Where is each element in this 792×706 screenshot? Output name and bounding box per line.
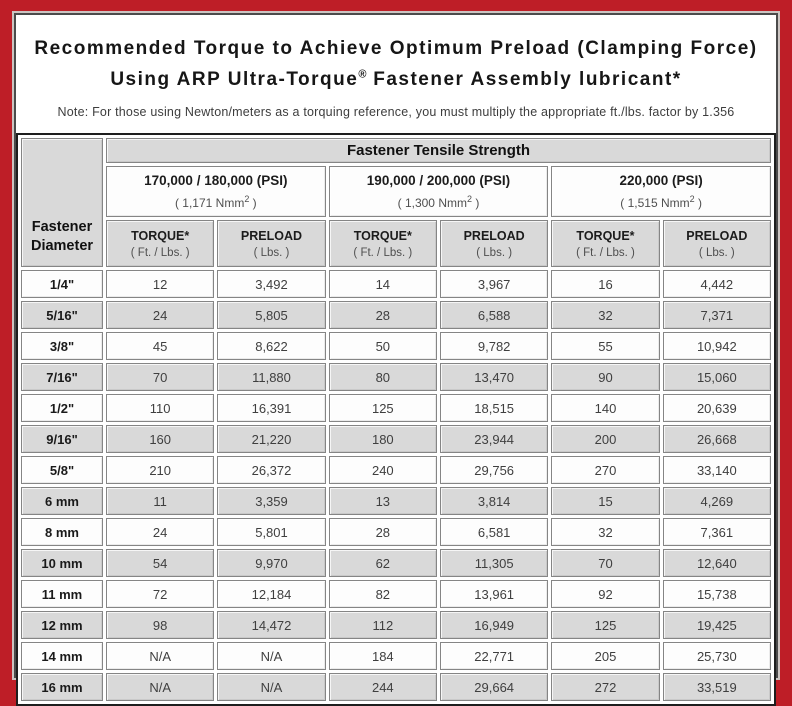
- preload-value-cell: 15,060: [663, 363, 771, 391]
- preload-value-cell: 29,756: [440, 456, 548, 484]
- title-line1: Recommended Torque to Achieve Optimum Preload (Clamping Force): [34, 38, 758, 59]
- preload-value-cell: N/A: [217, 673, 325, 701]
- preload-value-cell: N/A: [217, 642, 325, 670]
- torque-value-cell: 50: [329, 332, 437, 360]
- torque-value-cell: 90: [551, 363, 659, 391]
- preload-value-cell: 9,782: [440, 332, 548, 360]
- preload-value-cell: 3,967: [440, 270, 548, 298]
- registered-trademark-symbol: ®: [358, 69, 367, 81]
- preload-value-cell: 6,581: [440, 518, 548, 546]
- preload-column-header: PRELOAD ( Lbs. ): [663, 220, 771, 267]
- psi-header-170-180: 170,000 / 180,000 (PSI) ( 1,171 Nmm$^2$ ): [106, 166, 326, 217]
- preload-value-cell: 5,801: [217, 518, 325, 546]
- torque-column-header: TORQUE* ( Ft. / Lbs. ): [329, 220, 437, 267]
- fastener-diameter-cell: 16 mm: [21, 673, 103, 701]
- torque-value-cell: 28: [329, 301, 437, 329]
- content-card: [14, 13, 778, 695]
- preload-value-cell: 3,814: [440, 487, 548, 515]
- group-header-row: [21, 138, 771, 163]
- torque-value-cell: 45: [106, 332, 214, 360]
- table-body: [21, 270, 771, 701]
- preload-value-cell: 6,588: [440, 301, 548, 329]
- fastener-diameter-cell: 5/8": [21, 456, 103, 484]
- torque-value-cell: 70: [551, 549, 659, 577]
- table-row: [21, 642, 771, 670]
- preload-value-cell: 11,305: [440, 549, 548, 577]
- torque-value-cell: N/A: [106, 642, 214, 670]
- torque-value-cell: 72: [106, 580, 214, 608]
- table-row: [21, 270, 771, 298]
- preload-value-cell: 15,738: [663, 580, 771, 608]
- preload-column-header: PRELOAD ( Lbs. ): [217, 220, 325, 267]
- torque-value-cell: 160: [106, 425, 214, 453]
- table-row: [21, 301, 771, 329]
- preload-value-cell: 14,472: [217, 611, 325, 639]
- table-row: [21, 580, 771, 608]
- preload-value-cell: 13,470: [440, 363, 548, 391]
- torque-value-cell: 28: [329, 518, 437, 546]
- preload-column-header: PRELOAD ( Lbs. ): [440, 220, 548, 267]
- torque-value-cell: 98: [106, 611, 214, 639]
- torque-value-cell: 55: [551, 332, 659, 360]
- torque-value-cell: 184: [329, 642, 437, 670]
- preload-value-cell: 9,970: [217, 549, 325, 577]
- torque-value-cell: 205: [551, 642, 659, 670]
- preload-value-cell: 12,184: [217, 580, 325, 608]
- table-row: [21, 487, 771, 515]
- page-title: [24, 35, 768, 93]
- torque-value-cell: 32: [551, 518, 659, 546]
- preload-value-cell: 7,371: [663, 301, 771, 329]
- psi-header-190-200: 190,000 / 200,000 (PSI) ( 1,300 Nmm$^2$ ): [329, 166, 549, 217]
- preload-value-cell: 25,730: [663, 642, 771, 670]
- preload-value-cell: 5,805: [217, 301, 325, 329]
- torque-value-cell: 200: [551, 425, 659, 453]
- torque-value-cell: N/A: [106, 673, 214, 701]
- torque-value-cell: 62: [329, 549, 437, 577]
- torque-value-cell: 13: [329, 487, 437, 515]
- preload-value-cell: 18,515: [440, 394, 548, 422]
- preload-value-cell: 26,372: [217, 456, 325, 484]
- fastener-diameter-cell: 12 mm: [21, 611, 103, 639]
- torque-value-cell: 24: [106, 518, 214, 546]
- fastener-diameter-header: Fastener Diameter: [21, 138, 103, 267]
- preload-value-cell: 7,361: [663, 518, 771, 546]
- preload-value-cell: 12,640: [663, 549, 771, 577]
- column-header-row: [21, 220, 771, 267]
- fastener-diameter-cell: 8 mm: [21, 518, 103, 546]
- torque-value-cell: 125: [551, 611, 659, 639]
- torque-value-cell: 11: [106, 487, 214, 515]
- torque-value-cell: 112: [329, 611, 437, 639]
- torque-value-cell: 24: [106, 301, 214, 329]
- preload-value-cell: 16,949: [440, 611, 548, 639]
- preload-value-cell: 29,664: [440, 673, 548, 701]
- table-row: [21, 549, 771, 577]
- tensile-strength-header: Fastener Tensile Strength: [106, 138, 771, 163]
- torque-column-header: TORQUE* ( Ft. / Lbs. ): [106, 220, 214, 267]
- preload-value-cell: 10,942: [663, 332, 771, 360]
- preload-value-cell: 16,391: [217, 394, 325, 422]
- torque-value-cell: 70: [106, 363, 214, 391]
- preload-value-cell: 11,880: [217, 363, 325, 391]
- psi-header-220: 220,000 (PSI) ( 1,515 Nmm$^2$ ): [551, 166, 771, 217]
- torque-value-cell: 92: [551, 580, 659, 608]
- fastener-diameter-cell: 10 mm: [21, 549, 103, 577]
- title-line2: Using ARP Ultra-Torque® Fastener Assembly lubricant*: [110, 69, 682, 91]
- torque-value-cell: 82: [329, 580, 437, 608]
- torque-value-cell: 14: [329, 270, 437, 298]
- preload-value-cell: 3,359: [217, 487, 325, 515]
- table-row: [21, 518, 771, 546]
- fastener-diameter-cell: 1/4": [21, 270, 103, 298]
- torque-value-cell: 272: [551, 673, 659, 701]
- fastener-diameter-cell: 5/16": [21, 301, 103, 329]
- preload-value-cell: 26,668: [663, 425, 771, 453]
- table-row: [21, 425, 771, 453]
- torque-value-cell: 244: [329, 673, 437, 701]
- preload-value-cell: 8,622: [217, 332, 325, 360]
- note-text: Note: For those using Newton/meters as a torquing reference, you must multiply the appropriate ft./lbs. factor by 1.356: [57, 105, 735, 120]
- psi-header-row: [21, 166, 771, 217]
- torque-value-cell: 12: [106, 270, 214, 298]
- preload-value-cell: 33,140: [663, 456, 771, 484]
- torque-value-cell: 32: [551, 301, 659, 329]
- torque-value-cell: 270: [551, 456, 659, 484]
- preload-value-cell: 33,519: [663, 673, 771, 701]
- fastener-diameter-cell: 3/8": [21, 332, 103, 360]
- torque-value-cell: 54: [106, 549, 214, 577]
- preload-value-cell: 20,639: [663, 394, 771, 422]
- torque-value-cell: 125: [329, 394, 437, 422]
- torque-value-cell: 16: [551, 270, 659, 298]
- preload-value-cell: 4,269: [663, 487, 771, 515]
- table-row: [21, 332, 771, 360]
- preload-value-cell: 3,492: [217, 270, 325, 298]
- fastener-diameter-cell: 7/16": [21, 363, 103, 391]
- torque-value-cell: 110: [106, 394, 214, 422]
- preload-value-cell: 4,442: [663, 270, 771, 298]
- preload-value-cell: 19,425: [663, 611, 771, 639]
- table-row: [21, 611, 771, 639]
- preload-value-cell: 23,944: [440, 425, 548, 453]
- torque-value-cell: 80: [329, 363, 437, 391]
- fastener-diameter-cell: 9/16": [21, 425, 103, 453]
- table-row: [21, 673, 771, 701]
- fastener-diameter-cell: 11 mm: [21, 580, 103, 608]
- torque-value-cell: 210: [106, 456, 214, 484]
- table-row: [21, 394, 771, 422]
- torque-table: [16, 133, 776, 706]
- table-row: [21, 456, 771, 484]
- fastener-diameter-cell: 14 mm: [21, 642, 103, 670]
- fastener-diameter-cell: 1/2": [21, 394, 103, 422]
- torque-value-cell: 140: [551, 394, 659, 422]
- torque-value-cell: 15: [551, 487, 659, 515]
- torque-value-cell: 180: [329, 425, 437, 453]
- preload-value-cell: 21,220: [217, 425, 325, 453]
- preload-value-cell: 13,961: [440, 580, 548, 608]
- table-row: [21, 363, 771, 391]
- torque-value-cell: 240: [329, 456, 437, 484]
- torque-column-header: TORQUE* ( Ft. / Lbs. ): [551, 220, 659, 267]
- fastener-diameter-cell: 6 mm: [21, 487, 103, 515]
- preload-value-cell: 22,771: [440, 642, 548, 670]
